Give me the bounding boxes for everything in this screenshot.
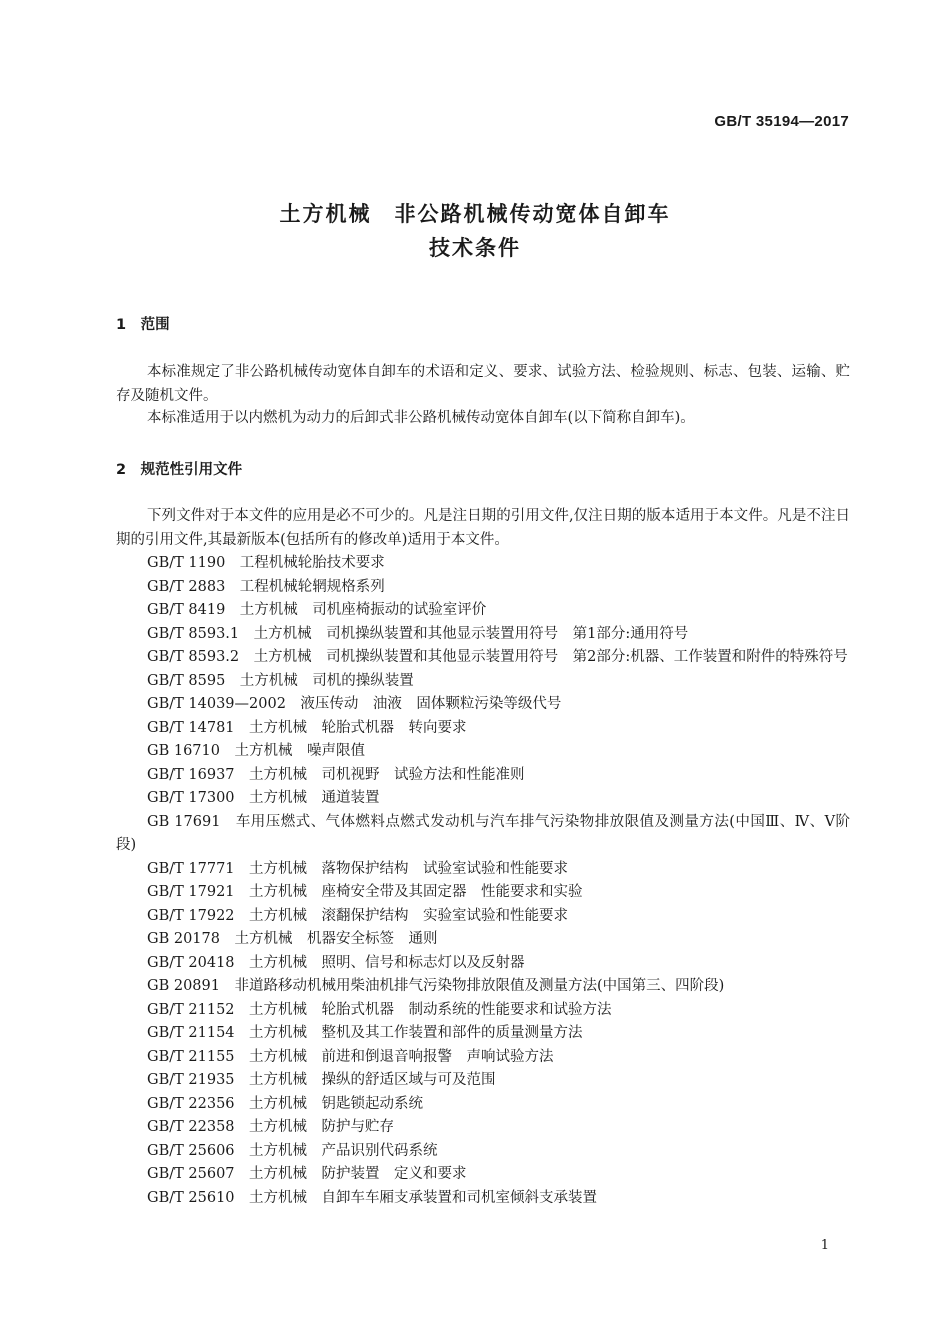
reference-item: GB/T 20418 土方机械 照明、信号和标志灯以及反射器 [147, 954, 525, 971]
document-title-line2: 技术条件 [429, 236, 521, 260]
reference-item: GB/T 14781 土方机械 轮胎式机器 转向要求 [147, 719, 467, 736]
reference-item: GB/T 25610 土方机械 自卸车车厢支承装置和司机室倾斜支承装置 [147, 1189, 598, 1206]
reference-item: GB/T 21155 土方机械 前进和倒退音响报警 声响试验方法 [147, 1048, 554, 1065]
reference-item: GB/T 8593.2 土方机械 司机操纵装置和其他显示装置用符号 第2部分:机器、工作装置和附件的特殊符号 [147, 649, 848, 665]
document-title-line1: 土方机械 非公路机械传动宽体自卸车 [279, 202, 671, 226]
standard-code: GB/T 35194—2017 [714, 113, 849, 130]
reference-item: GB/T 17300 土方机械 通道装置 [147, 790, 380, 806]
reference-item: GB/T 22356 土方机械 钥匙锁起动系统 [147, 1095, 424, 1112]
reference-item: GB/T 17921 土方机械 座椅安全带及其固定器 性能要求和实验 [147, 884, 583, 900]
reference-item: GB/T 21152 土方机械 轮胎式机器 制动系统的性能要求和试验方法 [147, 1001, 612, 1018]
reference-item: GB/T 21935 土方机械 操纵的舒适区域与可及范围 [147, 1072, 496, 1088]
section-heading-scope: 1 范围 [116, 317, 170, 333]
page-number: 1 [820, 1238, 829, 1253]
reference-item: GB 17691 车用压燃式、气体燃料点燃式发动机与汽车排气污染物排放限值及测量方法(中国Ⅲ、Ⅳ、Ⅴ阶段) [116, 813, 850, 853]
reference-item: GB/T 14039—2002 液压传动 油液 固体颗粒污染等级代号 [147, 696, 562, 712]
reference-item: GB/T 21154 土方机械 整机及其工作装置和部件的质量测量方法 [147, 1025, 583, 1041]
reference-item: GB/T 2883 工程机械轮辋规格系列 [147, 578, 385, 595]
reference-item: GB/T 8593.1 土方机械 司机操纵装置和其他显示装置用符号 第1部分:通用符号 [147, 625, 689, 642]
reference-item: GB 16710 土方机械 噪声限值 [147, 743, 365, 759]
reference-item: GB/T 22358 土方机械 防护与贮存 [147, 1119, 395, 1135]
reference-item: GB/T 8419 土方机械 司机座椅振动的试验室评价 [147, 602, 487, 618]
reference-item: GB 20891 非道路移动机械用柴油机排气污染物排放限值及测量方法(中国第三、四阶段) [147, 978, 725, 994]
reference-item: GB 20178 土方机械 机器安全标签 通则 [147, 931, 438, 947]
section-heading-normative-references: 2 规范性引用文件 [116, 462, 243, 478]
reference-list [116, 552, 850, 1210]
references-intro-paragraph: 下列文件对于本文件的应用是必不可少的。凡是注日期的引用文件,仅注日期的版本适用于本文件。凡是不注日期的引用文件,其最新版本(包括所有的修改单)适用于本文件。 [116, 508, 850, 548]
reference-item: GB/T 25607 土方机械 防护装置 定义和要求 [147, 1166, 467, 1182]
reference-item: GB/T 17771 土方机械 落物保护结构 试验室试验和性能要求 [147, 860, 569, 877]
reference-item: GB/T 1190 工程机械轮胎技术要求 [147, 555, 385, 571]
reference-item: GB/T 16937 土方机械 司机视野 试验方法和性能准则 [147, 766, 525, 783]
scope-paragraph-2: 本标准适用于以内燃机为动力的后卸式非公路机械传动宽体自卸车(以下简称自卸车)。 [147, 410, 695, 426]
reference-item: GB/T 8595 土方机械 司机的操纵装置 [147, 672, 414, 689]
reference-item: GB/T 17922 土方机械 滚翻保护结构 实验室试验和性能要求 [147, 907, 569, 924]
scope-paragraph-1: 本标准规定了非公路机械传动宽体自卸车的术语和定义、要求、试验方法、检验规则、标志、包装、运输、贮存及随机文件。 [116, 364, 850, 404]
reference-item: GB/T 25606 土方机械 产品识别代码系统 [147, 1142, 438, 1159]
